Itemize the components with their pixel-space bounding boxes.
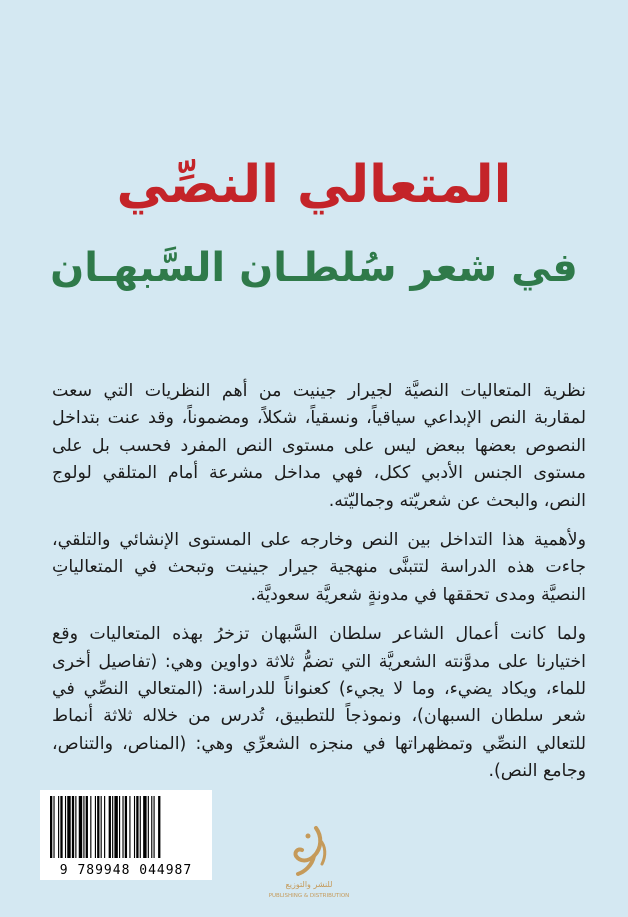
barcode-bars — [48, 796, 204, 858]
blurb-paragraph-3: ولما كانت أعمال الشاعر سلطان السَّبهان تزخرُ بهذه المتعاليات وقع اختيارنا على مدوَّنته الشعريَّة التي تضمُّ ثلاثة دواوين وهي: (تفاصيل أخرى للماء، ويكاد يضيء، وما لا يجيء) كعنواناً للدراسة: (المتعالي النصِّي في شعر سلطان السبهان)، ونموذجاً للتطبيق، تُدرس من خلاله ثلاثة أنماط للتعالي النصِّي وتمظهراتها في منجزه الشعرِّي وهي: (المناص، والتناص، وجامع النص). — [52, 624, 586, 782]
blurb-paragraph-1: نظرية المتعاليات النصيَّة لجيرار جينيت من أهم النظريات التي سعت لمقاربة النص الإبداعي سياقياً، ونسقياً، شكلاً، ومضموناً، وقد عنت بتداخل النصوص بعضها ببعض ليس على مستوى النص المفرد فحسب بل على مستوى الجنس الأدبي ككل، فهي مداخل مشرعة أمام المتلقي لولوج النص، والبحث عن شعريّته وجماليّته. — [52, 381, 586, 511]
publisher-name-ar: للنشر والتوزيع — [285, 880, 333, 889]
isbn-number: 9 789948 044987 — [59, 863, 193, 878]
publisher-name-en: PUBLISHING & DISTRIBUTION — [268, 893, 350, 899]
blurb — [52, 378, 586, 786]
book-title: المتعالي النصِّي — [116, 155, 512, 215]
blurb-paragraph-2: ولأهمية هذا التداخل بين النص وخارجه على المستوى الإنشائي والتلقي، جاءت هذه الدراسة لتتبنَّى منهجية جيرار جينيت وتبحث في المتعالياتِ النصيَّة ومدى تحققها في مدونةٍ شعريَّة سعوديَّة. — [52, 530, 586, 605]
book-subtitle: في شعر سُلطـان السَّبهـان — [50, 245, 578, 291]
isbn-barcode — [40, 790, 212, 880]
